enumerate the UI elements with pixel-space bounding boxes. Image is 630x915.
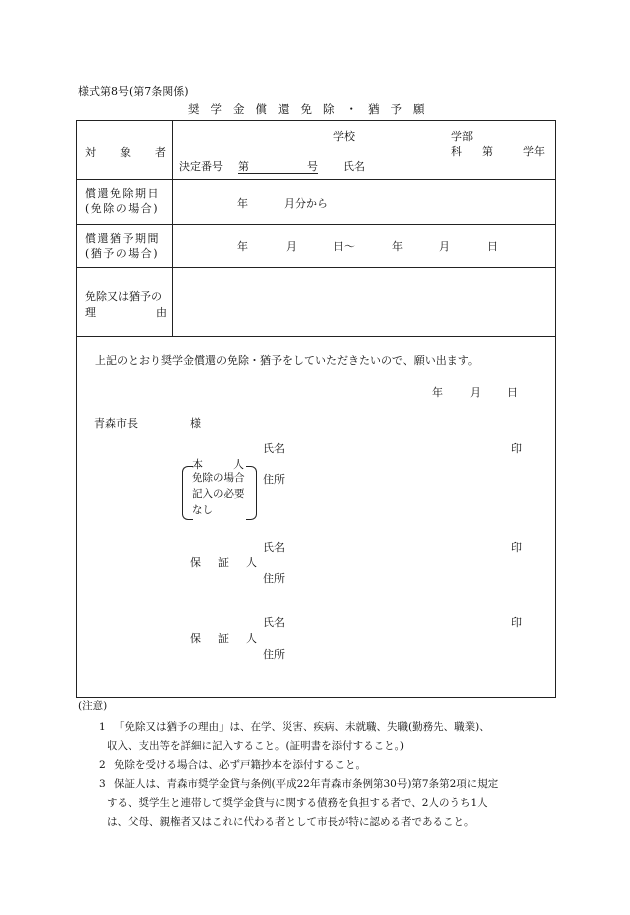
- reason-label: [85, 291, 167, 318]
- request-statement: 上記のとおり奨学金償還の免除・猶予をしていただきたいので、願い出ます。: [95, 354, 479, 367]
- request-date-day: 日: [507, 386, 518, 399]
- deferral-month-end: 月: [439, 240, 450, 253]
- applicant-name-label: 氏名: [263, 442, 285, 455]
- reason-label-char-b: 由: [156, 306, 167, 319]
- reason-label-char-a: 理: [85, 306, 96, 319]
- note1-number: 1: [99, 721, 106, 733]
- school-label: 学校: [333, 130, 355, 143]
- addressee-honorific: 様: [190, 417, 201, 430]
- addressee: 青森市長: [94, 417, 138, 430]
- form-number: 様式第8号(第7条関係): [78, 85, 189, 98]
- note2-line1: 免除を受ける場合は、必ず戸籍抄本を添付すること。: [114, 759, 366, 771]
- note3-line2: する、奨学生と連帯して奨学金貸与に関する債務を負担する者で、2人のうち1人: [107, 797, 488, 809]
- guarantor2-seal: 印: [511, 616, 522, 629]
- applicant-label-text: 本人: [192, 458, 274, 471]
- row-divider: [77, 179, 555, 180]
- application-table: [76, 120, 556, 698]
- note3-number: 3: [99, 778, 106, 790]
- subject-label-text: 対象者: [85, 146, 190, 159]
- guarantor1-address-label: 住所: [263, 572, 285, 585]
- department-label: 科: [451, 145, 462, 158]
- row-divider: [77, 224, 555, 225]
- exemption-month-from: 月分から: [284, 197, 328, 210]
- grade-prefix: 第: [482, 145, 493, 158]
- deferral-period-label-line2: (猶予の場合): [85, 247, 160, 260]
- exemption-period-label-line2: (免除の場合): [85, 202, 160, 215]
- grade-suffix: 学年: [523, 145, 545, 158]
- deferral-year-end: 年: [392, 240, 403, 253]
- faculty-label: 学部: [451, 130, 473, 143]
- deferral-month-start: 月: [286, 240, 297, 253]
- subject-label: [85, 146, 190, 159]
- note3-line3: は、父母、親権者又はこれに代わる者として市長が特に認める者であること。: [107, 816, 475, 828]
- note1-line1: 「免除又は猶予の理由」は、在学、災害、疾病、未就職、失職(勤務先、職業)、: [114, 721, 490, 733]
- applicant-note-line3: なし: [192, 504, 213, 516]
- applicant-note-line2: 記入の必要: [192, 488, 245, 500]
- request-date-month: 月: [470, 386, 481, 399]
- guarantor2-address-label: 住所: [263, 648, 285, 661]
- row-divider: [77, 267, 555, 268]
- request-date-year: 年: [432, 386, 443, 399]
- decision-number-label: 決定番号: [179, 160, 223, 173]
- applicant-address-label: 住所: [263, 473, 285, 486]
- deferral-period-label: [85, 233, 167, 259]
- applicant-seal: 印: [511, 442, 522, 455]
- notes-heading: (注意): [78, 700, 108, 712]
- applicant-note-line1: 免除の場合: [192, 472, 245, 484]
- form-title: 奨学金償還免除・猶予願: [188, 102, 436, 116]
- note-brace-right: [246, 466, 257, 520]
- deferral-day-start: 日～: [333, 240, 355, 253]
- reason-label-line2: [85, 307, 167, 318]
- exemption-period-label-line1: 償還免除期日: [85, 187, 160, 200]
- decision-number-field[interactable]: [238, 161, 318, 174]
- reason-label-line1: 免除又は猶予の: [85, 290, 162, 303]
- applicant-label: [192, 458, 274, 471]
- note3-line1: 保証人は、青森市奨学金貸与条例(平成22年青森市条例第30号)第7条第2項に規定: [114, 778, 499, 790]
- row-divider: [77, 336, 555, 337]
- note2-number: 2: [99, 759, 106, 771]
- guarantor2-label: 保証人: [190, 632, 274, 645]
- decision-number-suffix: 号: [307, 160, 318, 173]
- deferral-year-start: 年: [237, 240, 248, 253]
- guarantor1-name-label: 氏名: [263, 541, 285, 554]
- deferral-day-end: 日: [487, 240, 498, 253]
- guarantor2-name-label: 氏名: [263, 616, 285, 629]
- exemption-period-label: [85, 188, 167, 214]
- guarantor1-seal: 印: [511, 541, 522, 554]
- decision-number-prefix: 第: [238, 160, 249, 173]
- exemption-year: 年: [237, 197, 248, 210]
- guarantor1-label: 保証人: [190, 556, 274, 569]
- note1-line2: 収入、支出等を詳細に記入すること。(証明書を添付すること。): [107, 740, 404, 752]
- deferral-period-label-line1: 償還猶予期間: [85, 232, 160, 245]
- subject-name-label: 氏名: [343, 160, 365, 173]
